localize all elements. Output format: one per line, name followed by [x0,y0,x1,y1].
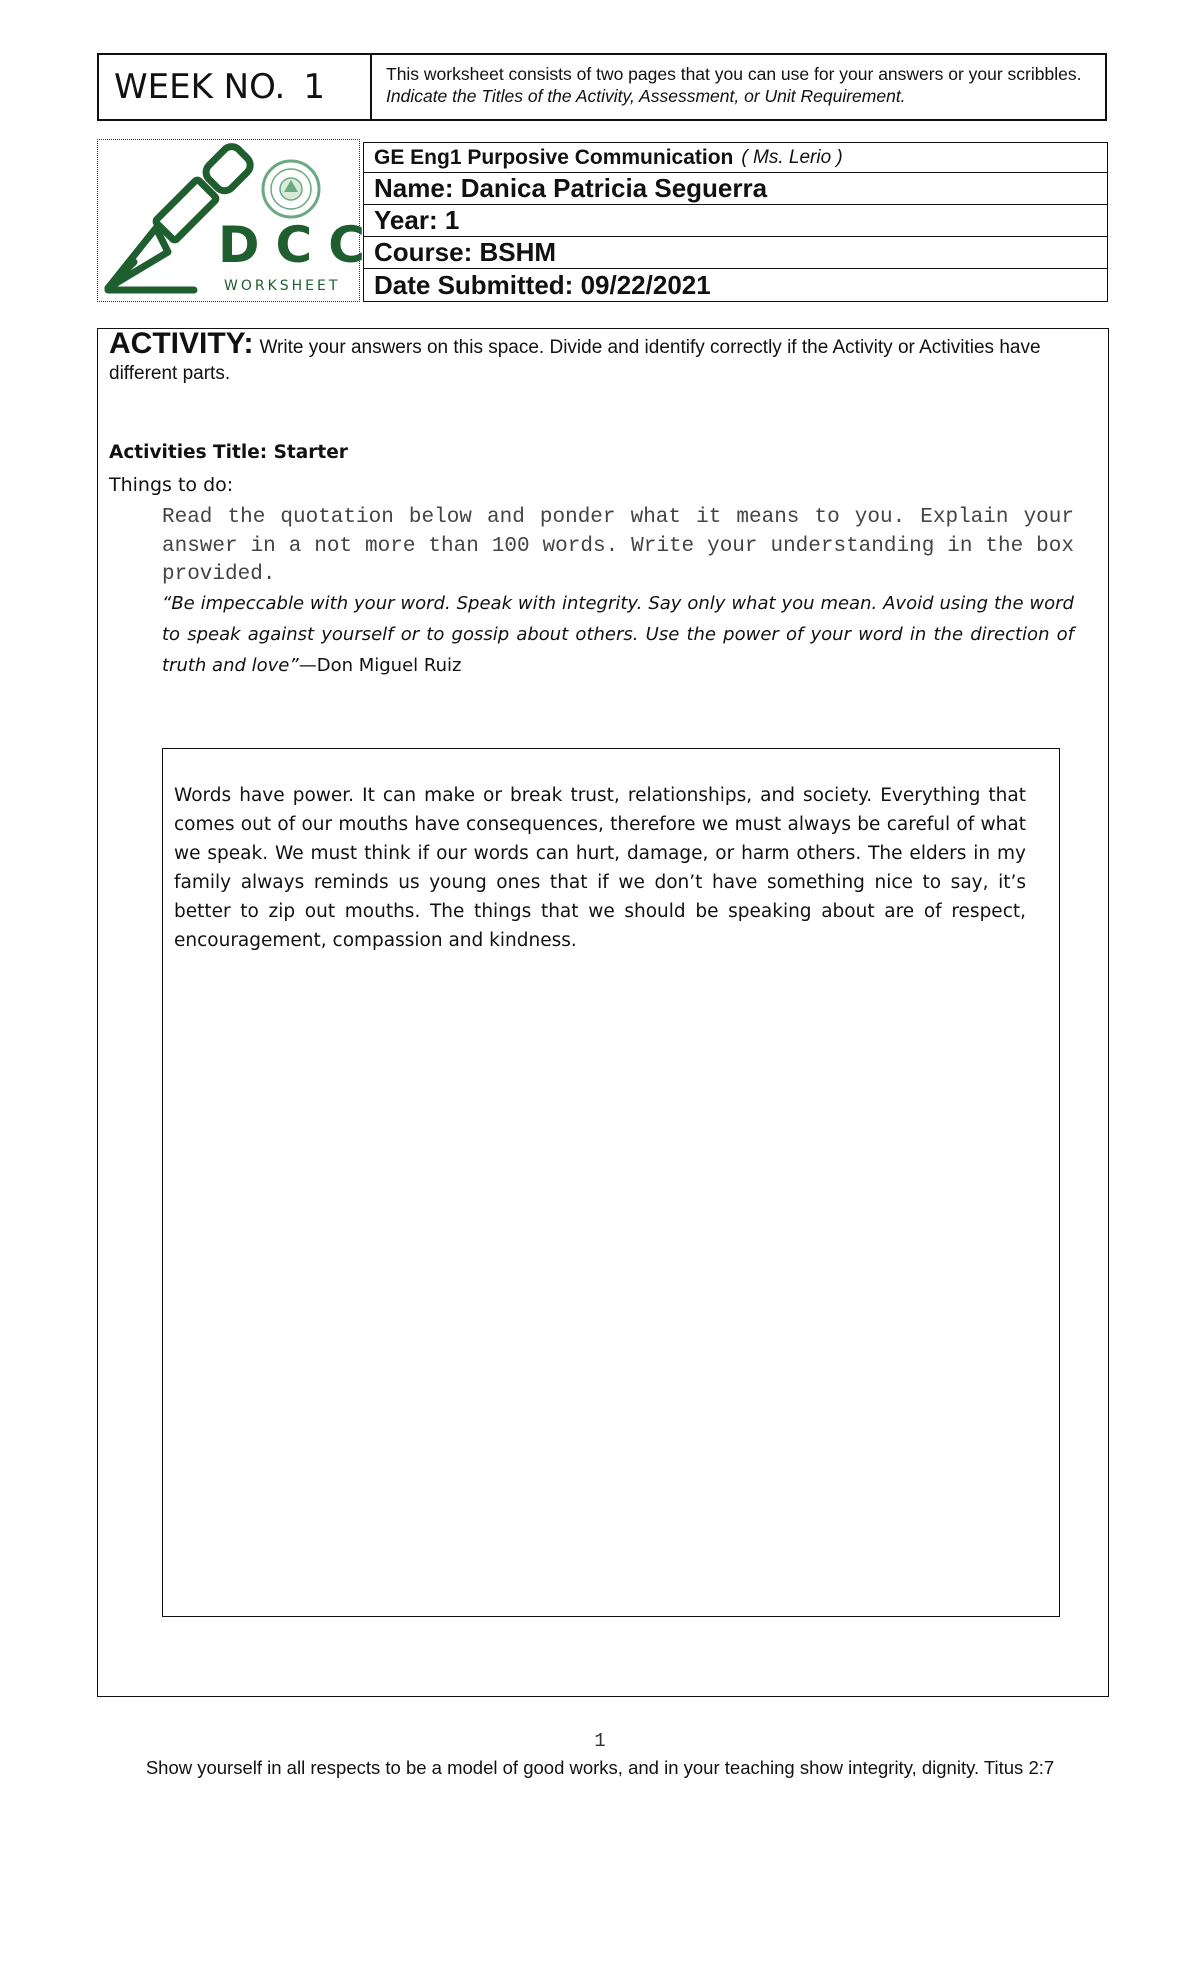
course-title-row [364,143,1107,173]
activity-instructions: Write your answers on this space. Divide and identify correctly if the Activity or Activities have different parts. [109,337,1041,384]
logo-letters: DCC [218,216,381,274]
quotation [162,588,1074,681]
week-number: 1 [303,67,325,107]
task-instruction: Read the quotation below and ponder what it means to you. Explain your answer in a not more than 100 words. Write your understanding in the box provided. [162,506,1074,586]
page-number: 1 [594,1730,606,1752]
student-info-table [363,142,1108,302]
student-course: Course: BSHM [364,236,1107,269]
answer-box[interactable] [162,748,1060,1617]
worksheet-note-text: This worksheet consists of two pages that you can use for your answers or your scribbles. [386,64,1082,84]
things-to-do-label: Things to do: [109,474,234,496]
week-number-cell [99,55,372,119]
logo-subtitle: WORKSHEET [224,278,341,294]
student-name: Name: Danica Patricia Seguerra [364,172,1107,205]
quotation-author: —Don Miguel Ruiz [298,655,462,676]
activity-label: ACTIVITY: [109,327,254,360]
week-label: WEEK NO. [114,67,286,107]
teacher-name: ( Ms. Lerio ) [741,146,843,168]
footer-verse: Show yourself in all respects to be a model of good works, and in your teaching show integrity, dignity. Titus 2:7 [145,1757,1055,1778]
student-year: Year: 1 [364,204,1107,237]
worksheet-note [372,55,1105,119]
school-seal-icon [263,161,319,217]
worksheet-note-italic: Indicate the Titles of the Activity, Assessment, or Unit Requirement. [386,86,906,106]
dcc-worksheet-logo [97,139,381,302]
activity-title: Activities Title: Starter [109,442,348,463]
activity-heading [109,327,1099,387]
answer-text: Words have power. It can make or break trust, relationships, and society. Everything that comes out of our mouths have consequences, therefore we must always be careful of what we speak. We must think if our words can hurt, damage, or harm others. The elders in my family always reminds us young ones that if we don’t have something nice to say, it’s better to zip out mouths. The things that we should be speaking about are of respect, encouragement, compassion and kindness. [174,785,1026,951]
quotation-text: “Be impeccable with your word. Speak with integrity. Say only what you mean. Avoid using the word to speak against yourself or to gossip about others. Use the power of your word in the direction of truth and love” [162,593,1074,676]
course-title: GE Eng1 Purposive Communication [374,145,734,169]
date-submitted: Date Submitted: 09/22/2021 [374,269,711,300]
activity-section [97,328,1109,1697]
worksheet-header [97,53,1107,121]
